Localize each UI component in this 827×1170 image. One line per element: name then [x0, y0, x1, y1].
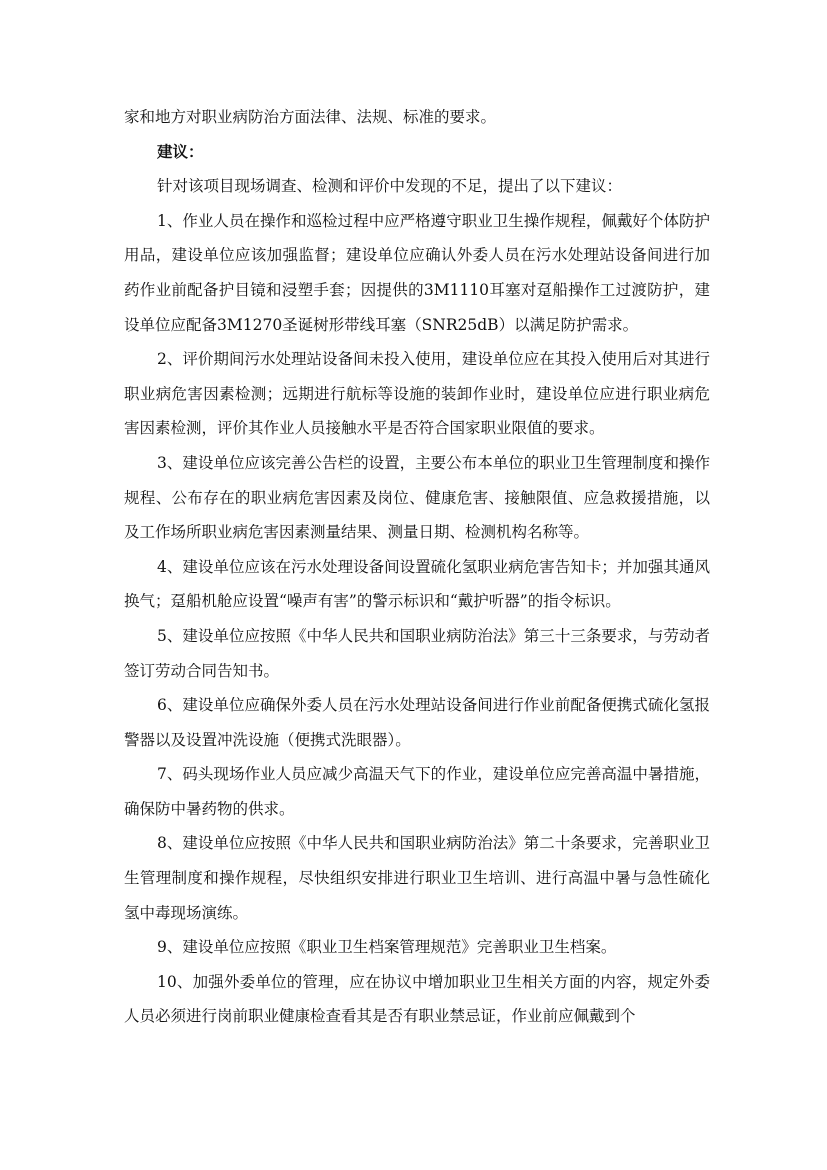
recommendation-item-8: 8、建设单位应按照《中华人民共和国职业病防治法》第二十条要求，完善职业卫生管理制度和操作规程，尽快组织安排进行职业卫生培训、进行高温中暑与急性硫化氢中毒现场演练。: [124, 834, 710, 922]
recommendations-heading: 建议：: [157, 141, 204, 161]
recommendation-item-6: 6、建设单位应确保外委人员在污水处理站设备间进行作业前配备便携式硫化氢报警器以及设置冲洗设施（便携式洗眼器）。: [124, 696, 710, 749]
recommendation-item-3: 3、建设单位应该完善公告栏的设置，主要公布本单位的职业卫生管理制度和操作规程、公布存在的职业病危害因素及岗位、健康危害、接触限值、应急救援措施，以及工作场所职业病危害因素测量结果、测量日期、检测机构名称等。: [124, 453, 710, 542]
recommendation-item-7: 7、码头现场作业人员应减少高温天气下的作业，建设单位应完善高温中暑措施，确保防中暑药物的供求。: [124, 765, 710, 818]
document-body: [124, 100, 710, 1034]
recommendation-item-10: 10、加强外委单位的管理，应在协议中增加职业卫生相关方面的内容，规定外委人员必须进行岗前职业健康检查看其是否有职业禁忌证，作业前应佩戴到个: [124, 972, 710, 1026]
recommendation-item-5: 5、建设单位应按照《中华人民共和国职业病防治法》第三十三条要求，与劳动者签订劳动合同告知书。: [124, 626, 710, 680]
continued-paragraph: 家和地方对职业病防治方面法律、法规、标准的要求。: [124, 108, 497, 126]
recommendation-item-1: 1、作业人员在操作和巡检过程中应严格遵守职业卫生操作规程，佩戴好个体防护用品，建设单位应该加强监督；建设单位应确认外委人员在污水处理站设备间进行加药作业前配备护目镜和浸塑手套；因提供的3M1110耳塞对趸船操作工过渡防护，建设单位应配备3M1270圣诞树形带线耳塞（SNR25dB）以满足防护需求。: [124, 211, 710, 334]
recommendations-intro: 针对该项目现场调查、检测和评价中发现的不足，提出了以下建议：: [157, 177, 623, 196]
recommendation-item-4: 4、建设单位应该在污水处理设备间设置硫化氢职业病危害告知卡；并加强其通风换气；趸船机舱应设置“噪声有害”的警示标识和“戴护听器”的指令标识。: [124, 557, 710, 611]
recommendation-item-2: 2、评价期间污水处理站设备间未投入使用，建设单位应在其投入使用后对其进行职业病危害因素检测；远期进行航标等设施的装卸作业时，建设单位应进行职业病危害因素检测，评价其作业人员接触水平是否符合国家职业限值的要求。: [124, 350, 710, 438]
recommendation-item-9: 9、建设单位应按照《职业卫生档案管理规范》完善职业卫生档案。: [157, 938, 617, 957]
